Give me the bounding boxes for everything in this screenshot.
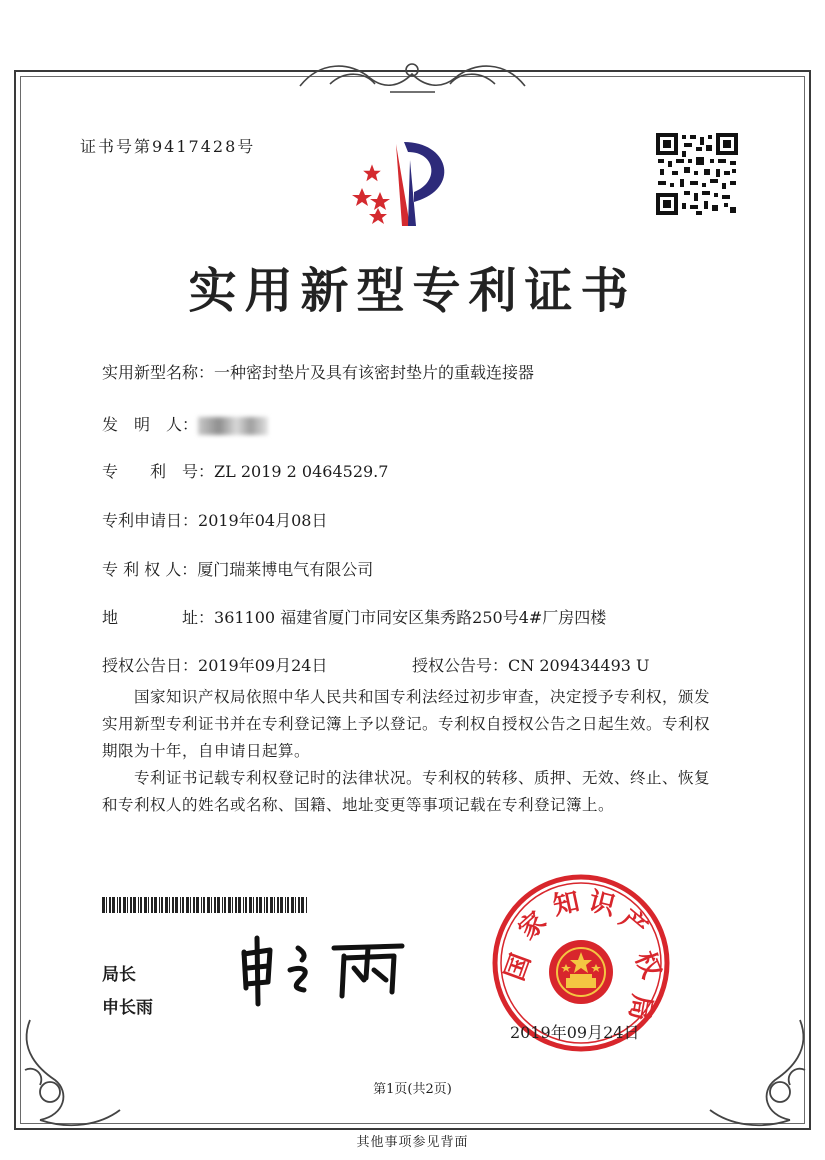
grant-date-label: 授权公告日： (102, 656, 199, 675)
utility-model-name-row (102, 360, 534, 383)
patentee-row (102, 557, 373, 580)
address-row (102, 605, 606, 628)
national-emblem-icon (549, 940, 613, 1004)
grant-number-value: CN 209434493 U (508, 656, 650, 675)
grant-date-value: 2019年09月24日 (198, 656, 328, 675)
svg-text:家: 家 (512, 906, 553, 946)
inventor-label: 发 明 人： (102, 415, 199, 434)
director-title: 局长 (102, 965, 136, 985)
patent-number-value: ZL 2019 2 0464529.7 (214, 462, 389, 481)
top-ornament-icon (290, 56, 535, 98)
utility-model-name-label: 实用新型名称： (102, 363, 215, 382)
svg-text:产: 产 (613, 904, 653, 944)
patent-number-row (102, 459, 388, 482)
application-date-label: 专利申请日： (102, 511, 199, 530)
svg-text:国: 国 (499, 949, 538, 985)
grant-number-label: 授权公告号： (412, 656, 509, 675)
address-label: 地 址： (102, 608, 215, 627)
patentee-label: 专 利 权 人： (102, 560, 198, 579)
svg-text:知: 知 (550, 886, 583, 922)
address-value: 361100 福建省厦门市同安区集秀路250号4#厂房四楼 (214, 608, 607, 627)
certificate-number: 证书号第9417428号 (80, 137, 256, 156)
application-date-row (102, 508, 327, 531)
body-paragraph-1: 国家知识产权局依照中华人民共和国专利法经过初步审查，决定授予专利权，颁发实用新型专利证书并在专利登记簿上予以登记。专利权自授权公告之日起生效。专利权期限为十年，自申请日起算。 (102, 688, 711, 760)
grant-date-row (102, 653, 327, 676)
page-number: 第1页(共2页) (373, 1082, 452, 1097)
director-signature (232, 930, 422, 1010)
certificate-title: 实用新型专利证书 (188, 263, 637, 319)
utility-model-name-value: 一种密封垫片及具有该密封垫片的重载连接器 (214, 363, 535, 382)
grant-number-row (412, 653, 650, 676)
patent-number-label: 专 利 号： (102, 462, 215, 481)
bottom-right-ornament-icon (700, 1010, 820, 1140)
seal-date: 2019年09月24日 (510, 1023, 640, 1042)
qr-code-icon (656, 133, 738, 215)
director-name: 申长雨 (102, 998, 153, 1018)
application-date-value: 2019年04月08日 (198, 511, 328, 530)
svg-text:识: 识 (585, 886, 619, 922)
inventor-redacted (198, 417, 268, 435)
back-note: 其他事项参见背面 (356, 1135, 469, 1150)
patent-office-emblem-icon (348, 130, 468, 230)
body-paragraph-2: 专利证书记载专利权登记时的法律状况。专利权的转移、质押、无效、终止、恢复和专利权人的姓名或名称、国籍、地址变更等事项记载在专利登记簿上。 (102, 769, 711, 814)
bottom-left-ornament-icon (10, 1010, 130, 1140)
inventor-row (102, 412, 268, 435)
svg-text:局: 局 (622, 991, 657, 1023)
patentee-value: 厦门瑞莱博电气有限公司 (197, 560, 374, 579)
barcode-icon (102, 897, 312, 913)
svg-text:权: 权 (628, 947, 667, 983)
